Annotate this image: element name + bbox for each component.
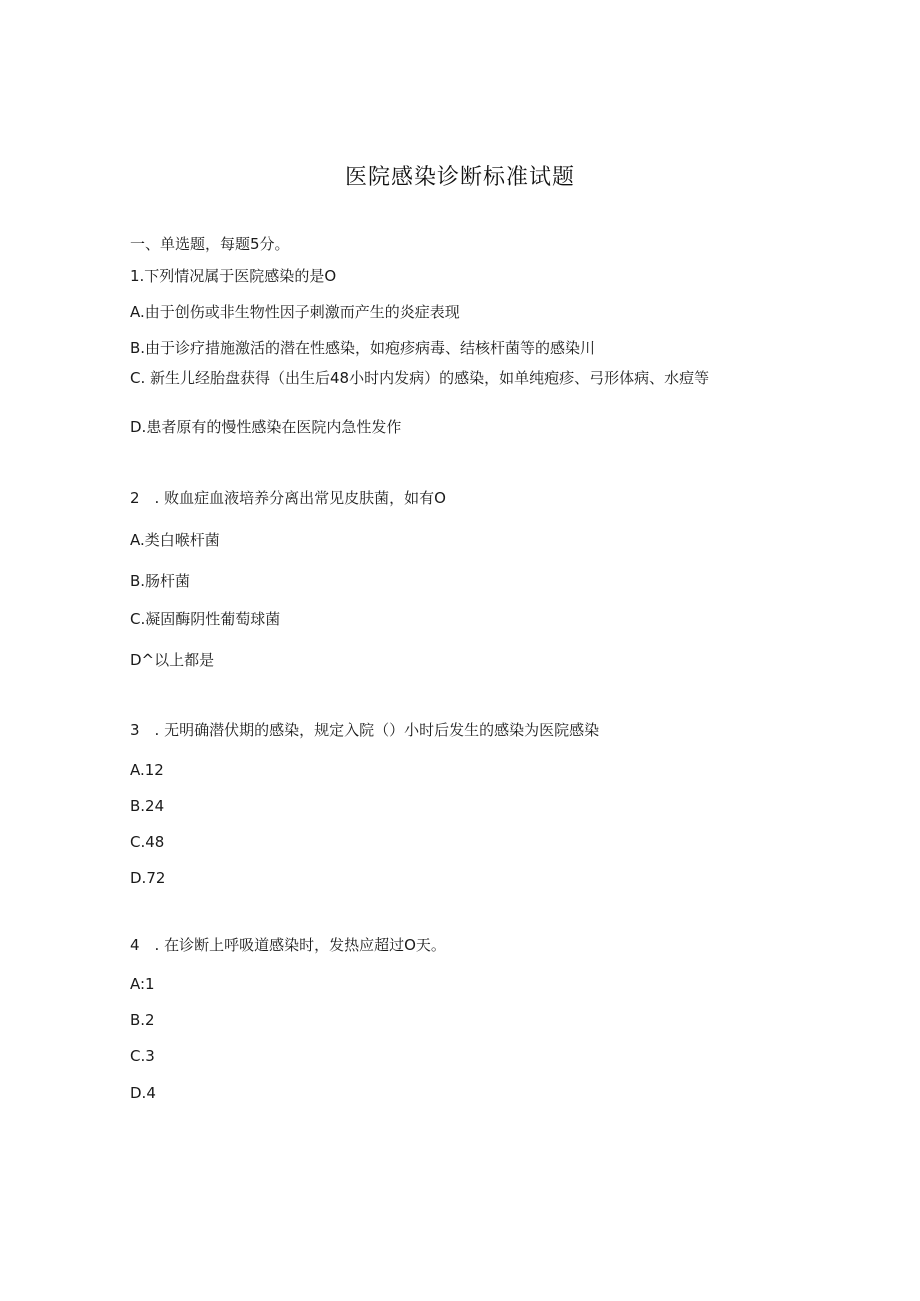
question-3-option-b: B.24 [130, 797, 165, 815]
question-1-option-c: C. 新生儿经胎盘获得（出生后48小时内发病）的感染，如单纯疱疹、弓形体病、水痘等 [130, 369, 710, 387]
question-1-option-d: D.患者原有的慢性感染在医院内急性发作 [130, 418, 402, 436]
section-heading: 一、单选题，每题5分。 [130, 235, 290, 253]
question-4-option-b: B.2 [130, 1011, 155, 1029]
question-2-option-a: A.类白喉杆菌 [130, 531, 220, 549]
question-4-option-d: D.4 [130, 1084, 156, 1102]
question-1-option-a: A.由于创伤或非生物性因子刺激而产生的炎症表现 [130, 303, 460, 321]
question-3-option-d: D.72 [130, 869, 166, 887]
document-title: 医院感染诊断标准试题 [344, 165, 575, 190]
question-4-option-a: A:1 [130, 975, 155, 993]
question-3-stem: 3 . 无明确潜伏期的感染，规定入院（）小时后发生的感染为医院感染 [130, 721, 600, 739]
question-2-option-d: D^以上都是 [130, 651, 215, 669]
question-2-stem: 2 . 败血症血液培养分离出常见皮肤菌，如有O [130, 489, 446, 507]
question-1-stem: 1.下列情况属于医院感染的是O [130, 267, 337, 285]
question-4-option-c: C.3 [130, 1047, 155, 1065]
question-1-option-b: B.由于诊疗措施激活的潜在性感染，如疱疹病毒、结核杆菌等的感染川 [130, 339, 596, 357]
question-3-option-a: A.12 [130, 761, 164, 779]
question-2-option-b: B.肠杆菌 [130, 572, 191, 590]
question-4-stem: 4 . 在诊断上呼吸道感染时，发热应超过O天。 [130, 936, 446, 954]
question-3-option-c: C.48 [130, 833, 165, 851]
question-2-option-c: C.凝固酶阴性葡萄球菌 [130, 610, 281, 628]
